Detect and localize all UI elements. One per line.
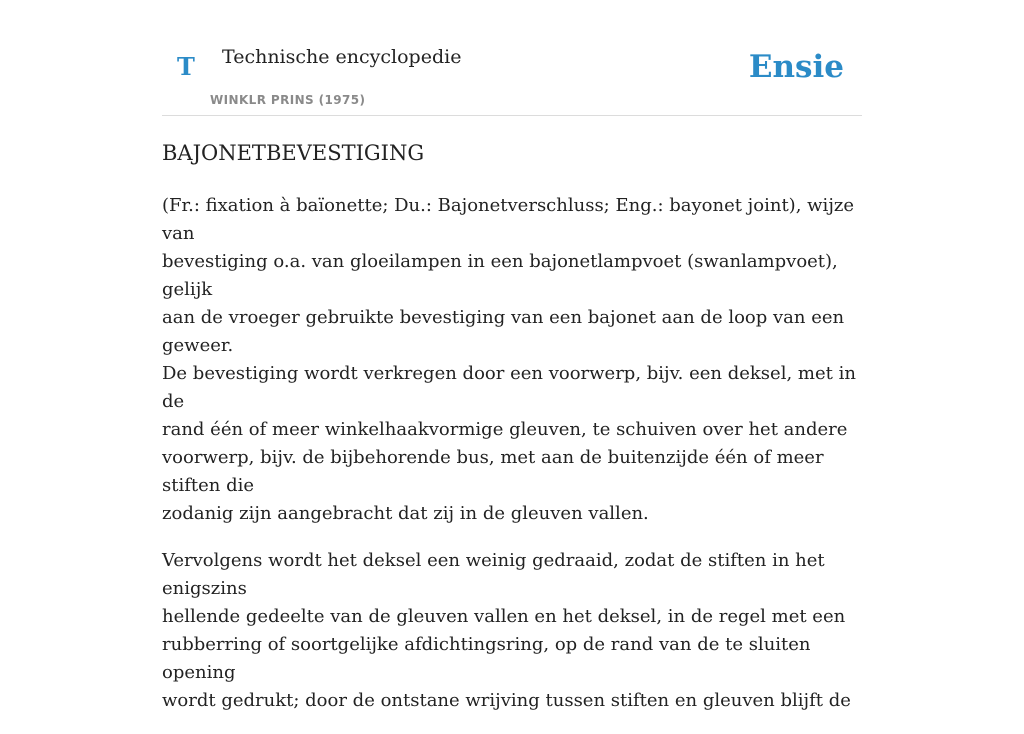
entry-body <box>162 192 862 734</box>
header <box>162 0 862 116</box>
entry-title: BAJONETBEVESTIGING <box>162 141 425 165</box>
line: De bevestiging wordt verkregen door een voorwerp, bijv. een deksel, met in de <box>162 363 856 412</box>
paragraph-1 <box>162 192 862 528</box>
line: wordt gedrukt; door de ontstane wrijving tussen stiften en gleuven blijft de <box>162 690 851 711</box>
paragraph-2 <box>162 547 862 715</box>
publication-title[interactable]: Technische encyclopedie <box>222 46 462 68</box>
line: voorwerp, bijv. de bijbehorende bus, met aan de buitenzijde één of meer stiften die <box>162 447 824 496</box>
line: (Fr.: fixation à baïonette; Du.: Bajonetverschluss; Eng.: bayonet joint), wijze van <box>162 195 855 244</box>
publication-logo[interactable]: T <box>177 52 195 81</box>
line: Vervolgens wordt het deksel een weinig gedraaid, zodat de stiften in het enigszins <box>162 550 825 599</box>
line: hellende gedeelte van de gleuven vallen en het deksel, in de regel met een <box>162 606 846 627</box>
line: zodanig zijn aangebracht dat zij in de gleuven vallen. <box>162 503 649 524</box>
publication-source: WINKLR PRINS (1975) <box>210 93 366 107</box>
line: rand één of meer winkelhaakvormige gleuven, te schuiven over het andere <box>162 419 848 440</box>
brand-logo[interactable]: Ensie <box>748 49 844 85</box>
line: rubberring of soortgelijke afdichtingsring, op de rand van de te sluiten opening <box>162 634 811 683</box>
line: aan de vroeger gebruikte bevestiging van een bajonet aan de loop van een geweer. <box>162 307 845 356</box>
line: bevestiging o.a. van gloeilampen in een bajonetlampvoet (swanlampvoet), gelijk <box>162 251 838 300</box>
